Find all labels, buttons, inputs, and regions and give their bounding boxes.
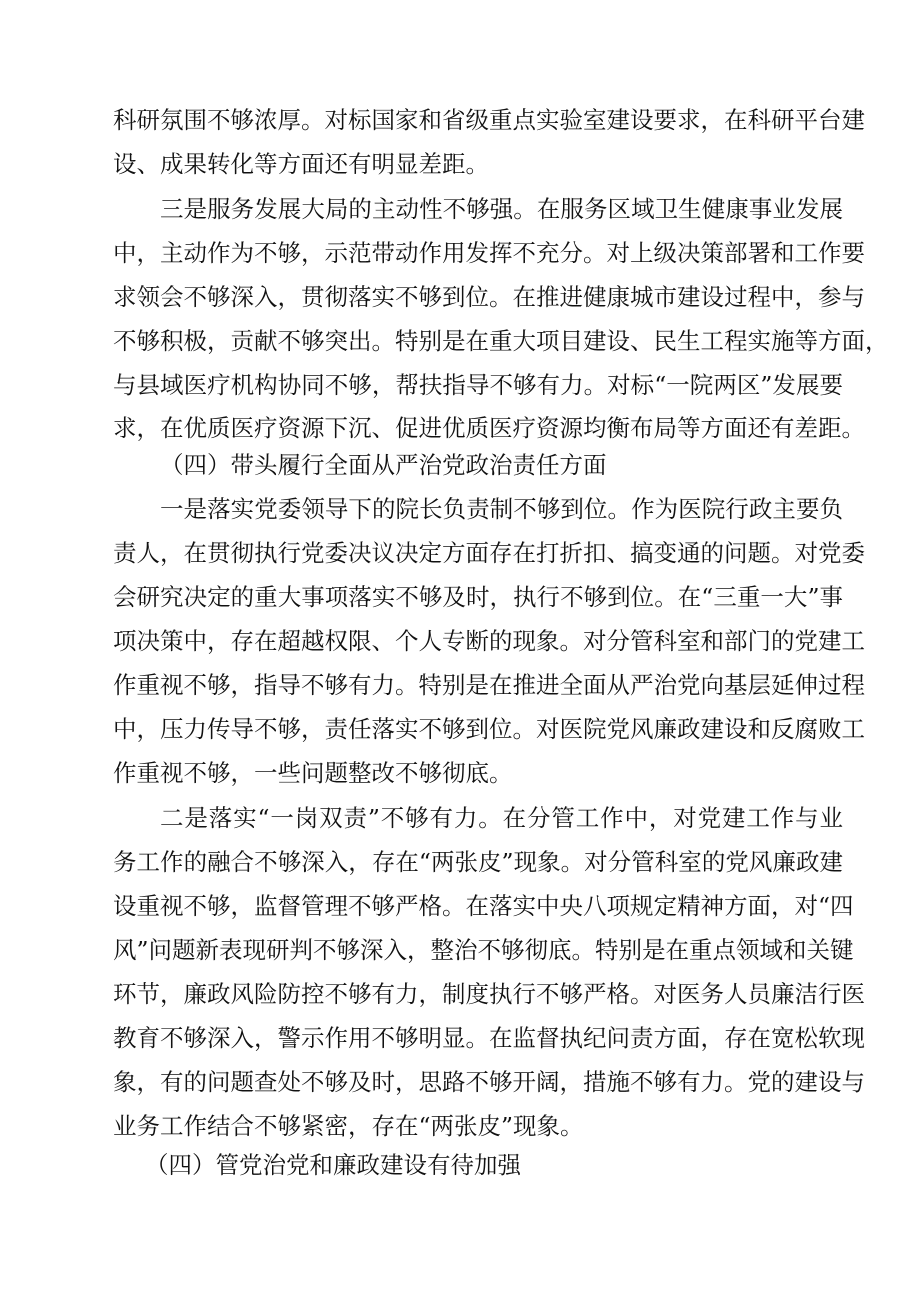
text-line: 三是服务发展大局的主动性不够强。在服务区域卫生健康事业发展 <box>160 195 843 223</box>
text-line: 二是落实“一岗双责”不够有力。在分管工作中，对党建工作与业 <box>160 804 843 832</box>
text-line: 一是落实党委领导下的院长负责制不够到位。作为医院行政主要负 <box>160 495 843 523</box>
text-line: 设、成果转化等方面还有明显差距。 <box>113 150 489 178</box>
text-line: 与县域医疗机构协同不够，帮扶指导不够有力。对标“一院两区”发展要 <box>113 371 843 399</box>
text-line: 责人，在贯彻执行党委决议决定方面存在打折扣、搞变通的问题。对党委 <box>113 539 865 567</box>
text-line: 环节，廉政风险防控不够有力，制度执行不够严格。对医务人员廉洁行医 <box>113 980 865 1008</box>
text-line: 教育不够深入，警示作用不够明显。在监督执纪问责方面，存在宽松软现 <box>113 1024 865 1052</box>
text-line: 会研究决定的重大事项落实不够及时，执行不够到位。在“三重一大”事 <box>113 583 843 611</box>
text-line: 求，在优质医疗资源下沉、促进优质医疗资源均衡布局等方面还有差距。 <box>113 414 865 442</box>
text-line: 求领会不够深入，贯彻落实不够到位。在推进健康城市建设过程中，参与 <box>113 283 865 311</box>
text-line: 科研氛围不够浓厚。对标国家和省级重点实验室建设要求，在科研平台建 <box>113 106 865 134</box>
section-heading: （四）带头履行全面从严治党政治责任方面 <box>160 451 607 479</box>
text-line: 务工作的融合不够深入，存在“两张皮”现象。对分管科室的党风廉政建 <box>113 848 843 876</box>
text-line: 不够积极，贡献不够突出。特别是在重大项目建设、民生工程实施等方面， <box>113 327 889 355</box>
text-line: 作重视不够，指导不够有力。特别是在推进全面从严治党向基层延伸过程 <box>113 671 865 699</box>
text-line: 作重视不够，一些问题整改不够彻底。 <box>113 759 513 787</box>
text-line: 项决策中，存在超越权限、个人专断的现象。对分管科室和部门的党建工 <box>113 627 865 655</box>
text-line: 设重视不够，监督管理不够严格。在落实中央八项规定精神方面，对“四 <box>113 892 854 920</box>
text-line: 业务工作结合不够紧密，存在“两张皮”现象。 <box>113 1112 584 1140</box>
text-line: 中，主动作为不够，示范带动作用发挥不充分。对上级决策部署和工作要 <box>113 239 865 267</box>
text-line: 象，有的问题查处不够及时，思路不够开阔，措施不够有力。党的建设与 <box>113 1068 865 1096</box>
text-line: 风”问题新表现研判不够深入，整治不够彻底。特别是在重点领域和关键 <box>113 936 854 964</box>
text-line: 中，压力传导不够，责任落实不够到位。对医院党风廉政建设和反腐败工 <box>113 715 865 743</box>
section-heading: （四）管党治党和廉政建设有待加强 <box>145 1151 521 1179</box>
